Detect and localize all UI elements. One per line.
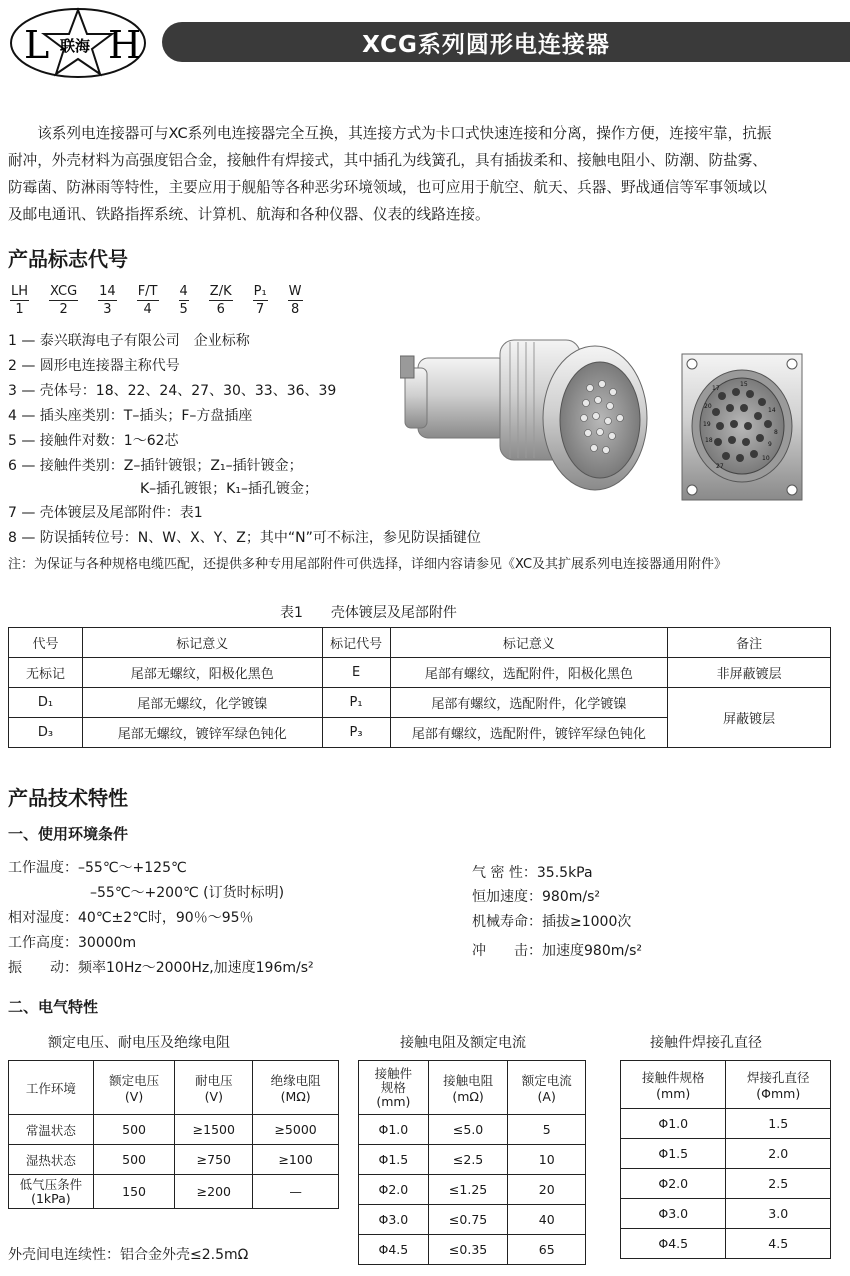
section-title-tech: 产品技术特性 <box>8 786 128 810</box>
logo-text: 联海 <box>60 37 91 55</box>
table-header-row: 代号 标记意义 标记代号 标记意义 备注 <box>9 628 831 658</box>
env-temperature-ext: –55℃～+200℃ (订货时标明) <box>90 885 285 901</box>
page-title: XCG系列圆形电连接器 <box>162 22 850 62</box>
env-mech-life: 机械寿命：插拔≥1000次 <box>472 914 632 930</box>
table-row: Φ4.5 ≤0.35 65 <box>359 1235 586 1265</box>
table-row: Φ3.0 ≤0.75 40 <box>359 1205 586 1235</box>
env-shock: 冲 击：加速度980m/s² <box>472 943 642 959</box>
legend-item: 8 — 防误插转位号：N、W、X、Y、Z；其中“N”可不标注，参见防误插键位 <box>8 530 481 546</box>
table-plating <box>8 627 831 748</box>
table-row: Φ4.5 4.5 <box>621 1229 831 1259</box>
legend-item: 5 — 接触件对数：1～62芯 <box>8 433 179 449</box>
table-header-row: 接触件 规格 (mm) 接触电阻 (mΩ) 额定电流 (A) <box>359 1061 586 1115</box>
table-header-row: 工作环境 额定电压 (V) 耐电压 (V) 绝缘电阻 (MΩ) <box>9 1061 339 1115</box>
code-part: Z/K 6 <box>209 284 232 317</box>
table1-caption: 表1 壳体镀层及尾部附件 <box>280 605 457 621</box>
legend-item: 1 — 泰兴联海电子有限公司 企业标称 <box>8 333 250 349</box>
connector-photo <box>400 318 810 508</box>
table-row: 湿热状态 500 ≥750 ≥100 <box>9 1145 339 1175</box>
code-part: F/T 4 <box>137 284 158 317</box>
code-part: W 8 <box>288 284 302 317</box>
table-row: Φ1.5 2.0 <box>621 1139 831 1169</box>
subsection-env: 一、使用环境条件 <box>8 825 129 843</box>
logo-letter-h: H <box>108 23 142 67</box>
contact-label: 14 <box>768 407 776 414</box>
subsection-elec: 二、电气特性 <box>8 998 99 1016</box>
table-row: 低气压条件 (1kPa) 150 ≥200 — <box>9 1175 339 1209</box>
section-title-mark: 产品标志代号 <box>8 247 128 271</box>
code-part: 4 5 <box>179 284 188 317</box>
table-row: 无标记 尾部无螺纹，阳极化黑色 E 尾部有螺纹，选配附件，阳极化黑色 非屏蔽镀层 <box>9 658 831 688</box>
table-row: Φ3.0 3.0 <box>621 1199 831 1229</box>
code-part: LH 1 <box>11 284 29 317</box>
code-part: XCG 2 <box>50 284 78 317</box>
contact-label: 9 <box>768 441 772 448</box>
company-logo <box>8 6 148 80</box>
table-row: Φ2.0 ≤1.25 20 <box>359 1175 586 1205</box>
table4-caption: 接触件焊接孔直径 <box>650 1035 762 1051</box>
model-code-diagram <box>10 284 323 317</box>
env-vibration: 振 动：频率10Hz～2000Hz,加速度196m/s² <box>8 960 314 976</box>
table3-caption: 接触电阻及额定电流 <box>400 1035 526 1051</box>
contact-label: 18 <box>705 437 713 444</box>
contact-label: 27 <box>716 463 724 470</box>
intro-paragraph: 该系列电连接器可与XC系列电连接器完全互换，其连接方式为卡口式快速连接和分离，操作方便，连接牢靠，抗振 耐冲，外壳材料为高强度铝合金，接触件有焊接式，其中插孔为线簧孔，具有插拔柔和、接触电阻小、防潮、防盐雾、 防霉菌、防淋雨等特性，主要应用于舰船等各种恶劣环境领域，也可应用于航空、航天、兵器、野战通信等军事领域以 及邮电通讯、铁路指挥系统、计算机、航海和各种仪器、仪表的线路连接。 <box>8 125 772 223</box>
contact-label: 19 <box>703 421 711 428</box>
legend-item-continued: K–插孔镀银；K₁–插孔镀金； <box>140 481 318 497</box>
contact-label: 15 <box>740 381 748 388</box>
table-resistance <box>358 1060 586 1265</box>
contact-label: 8 <box>774 429 778 436</box>
legend-item: 6 — 接触件类别：Z–插针镀银；Z₁–插针镀金； <box>8 458 303 474</box>
env-airtight: 气 密 性：35.5kPa <box>472 865 593 881</box>
table-header-row: 接触件规格 (mm) 焊接孔直径 (Φmm) <box>621 1061 831 1109</box>
legend-item: 3 — 壳体号：18、22、24、27、30、33、36、39 <box>8 383 337 399</box>
legend-item: 2 — 圆形电连接器主称代号 <box>8 358 180 374</box>
footer-continuity: 外壳间电连续性：铝合金外壳≤2.5mΩ <box>8 1247 249 1263</box>
table-row: 常温状态 500 ≥1500 ≥5000 <box>9 1115 339 1145</box>
table-row: Φ2.0 2.5 <box>621 1169 831 1199</box>
footnote: 注：为保证与各种规格电缆匹配，还提供多种专用尾部附件可供选择，详细内容请参见《XC及其扩展系列电连接器通用附件》 <box>8 557 728 572</box>
contact-label: 17 <box>712 385 720 392</box>
table-row: Φ1.0 1.5 <box>621 1109 831 1139</box>
env-humidity: 相对湿度：40℃±2℃时，90％～95％ <box>8 910 254 926</box>
table-row: D₁ 尾部无螺纹，化学镀镍 P₁ 尾部有螺纹，选配附件，化学镀镍 屏蔽镀层 <box>9 688 831 718</box>
legend-item: 7 — 壳体镀层及尾部附件：表1 <box>8 505 203 521</box>
env-altitude: 工作高度：30000m <box>8 935 137 951</box>
env-acceleration: 恒加速度：980m/s² <box>472 889 600 905</box>
env-temperature: 工作温度：–55℃～+125℃ <box>8 860 187 876</box>
contact-label: 10 <box>762 455 770 462</box>
code-part: 14 3 <box>99 284 116 317</box>
legend-item: 4 — 插头座类别：T–插头；F–方盘插座 <box>8 408 253 424</box>
code-part: P₁ 7 <box>253 284 267 317</box>
table2-caption: 额定电压、耐电压及绝缘电阻 <box>48 1035 230 1051</box>
table-solder-hole <box>620 1060 831 1259</box>
table-voltage <box>8 1060 339 1209</box>
contact-label: 20 <box>704 403 712 410</box>
table-row: Φ1.0 ≤5.0 5 <box>359 1115 586 1145</box>
logo-letter-l: L <box>24 23 50 67</box>
table-row: D₃ 尾部无螺纹，镀锌军绿色钝化 P₃ 尾部有螺纹，选配附件，镀锌军绿色钝化 <box>9 718 831 748</box>
table-row: Φ1.5 ≤2.5 10 <box>359 1145 586 1175</box>
